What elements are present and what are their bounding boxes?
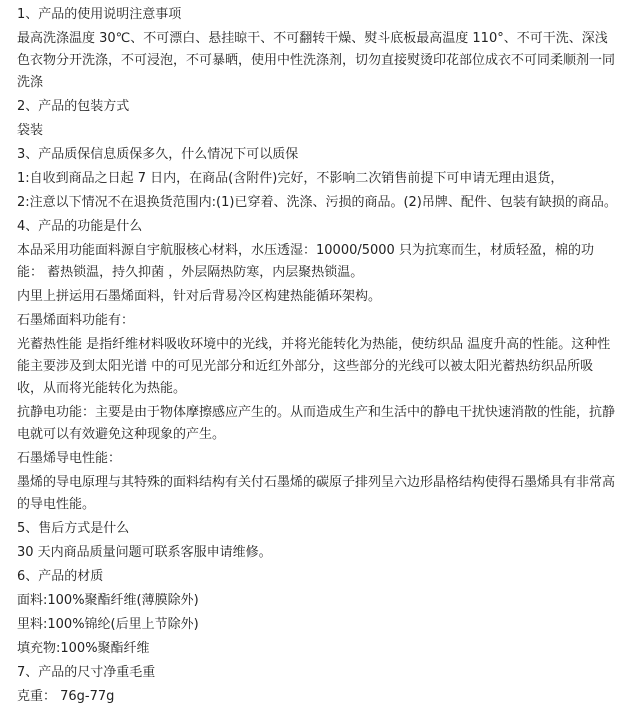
section-heading-after-sales: 5、售后方式是什么: [17, 521, 130, 536]
material-filling: 填充物:100%聚酯纤维: [17, 641, 150, 656]
packaging-text: 袋装: [17, 123, 44, 138]
after-sales-text: 30 天内商品质量问题可联系客服申请维修。: [17, 545, 272, 560]
section-heading-weight: 7、产品的尺寸净重毛重: [17, 665, 156, 680]
usage-instructions-text: 最高洗涤温度 30℃、不可漂白、悬挂晾干、不可翻转干燥、熨斗底板最高温度 110°、不可干洗、深浅色衣物分开洗涤，不可浸泡，不可暴晒，使用中性洗涤剂，切勿直接熨烫印花部位成衣不可同柔顺剂一同洗涤: [17, 31, 616, 90]
light-heat-storage-text: 光蓄热性能 是指纤维材料吸收环境中的光线，并将光能转化为热能，使纺织品 温度升高的性能。这种性能主要涉及到太阳光谱 中的可见光部分和近红外部分，这些部分的光线可以被太阳光蓄热纺织品所吸收，从而将光能转化为热能。: [17, 337, 611, 396]
product-description-document: [17, 4, 617, 710]
material-lining: 里料:100%锦纶(后里上节除外): [17, 617, 199, 632]
section-heading-function: 4、产品的功能是什么: [17, 219, 143, 234]
warranty-rule-1: 1:自收到商品之日起 7 日内，在商品(含附件)完好，不影响二次销售前提下可申请无理由退货，: [17, 171, 564, 186]
graphene-function-heading: 石墨烯面料功能有：: [17, 313, 135, 328]
graphene-conductivity-text: 墨烯的导电原理与其特殊的面料结构有关付石墨烯的碳原子排列呈六边形晶格结构使得石墨烯具有非常高的导电性能。: [17, 475, 616, 512]
graphene-conductivity-heading: 石墨烯导电性能：: [17, 451, 122, 466]
antistatic-text: 抗静电功能：主要是由于物体摩擦感应产生的。从而造成生产和生活中的静电干扰快速消散的性能，抗静电就可以有效避免这种现象的产生。: [17, 405, 616, 442]
section-heading-material: 6、产品的材质: [17, 569, 104, 584]
graphene-lining-text: 内里上拼运用石墨烯面料，针对后背易冷区构建热能循环架构。: [17, 289, 382, 304]
material-shell: 面料:100%聚酯纤维(薄膜除外): [17, 593, 199, 608]
section-heading-warranty: 3、产品质保信息质保多久，什么情况下可以质保: [17, 147, 299, 162]
warranty-rule-2: 2:注意以下情况不在退换货范围内:(1)已穿着、洗涤、污损的商品。(2)吊牌、配件、包装有缺损的商品。: [17, 195, 617, 210]
weight-text: 克重： 76g-77g: [17, 689, 115, 704]
section-heading-usage: 1、产品的使用说明注意事项: [17, 7, 182, 22]
function-intro-text: 本品采用功能面料源自宇航服核心材料，水压透湿：10000/5000 只为抗寒而生，材质轻盈，棉的功能： 蓄热锁温，持久抑菌 ，外层隔热防寒，内层聚热锁温。: [17, 243, 594, 280]
section-heading-packaging: 2、产品的包装方式: [17, 99, 130, 114]
